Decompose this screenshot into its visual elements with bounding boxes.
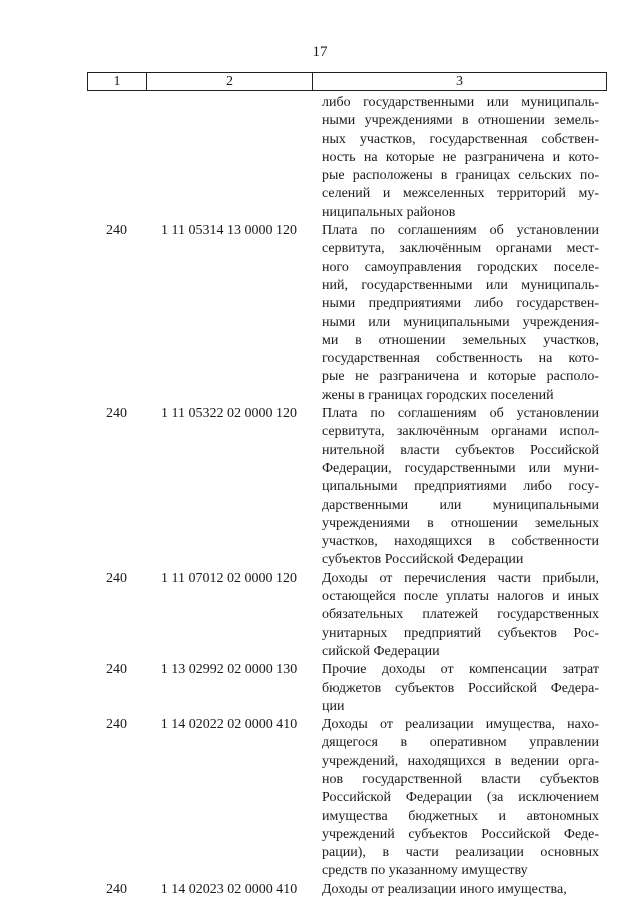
description-line: ципальными предприятиями либо госу- <box>322 479 599 495</box>
table-row <box>0 405 640 570</box>
table-row <box>0 94 640 222</box>
description-line: унитарных предприятий субъектов Рос- <box>322 625 599 641</box>
description-line: учреждений субъектов Российской Феде- <box>322 826 599 842</box>
page-number: 17 <box>312 44 328 60</box>
description-line: ний, государственными или муниципаль- <box>322 277 599 293</box>
admin-code-cell: 240 <box>106 881 127 897</box>
table-header <box>87 72 607 91</box>
revenue-code-cell: 1 11 05314 13 0000 120 <box>161 223 297 239</box>
table-row <box>0 881 640 899</box>
description-line: сервитута, заключённым органами мест- <box>322 241 599 257</box>
description-line: остающейся после уплаты налогов и иных <box>322 589 599 605</box>
table-body <box>0 94 640 899</box>
description-line: нительной власти субъектов Российской <box>322 442 599 458</box>
description-line: ции <box>322 698 345 714</box>
description-cell <box>322 405 599 570</box>
description-line: сервитута, заключённым органами испол- <box>322 424 599 440</box>
description-cell <box>322 661 599 716</box>
revenue-code-cell: 1 11 05322 02 0000 120 <box>161 406 297 422</box>
description-line: ными или муниципальными учреждения- <box>322 314 599 330</box>
description-line: дящегося в оперативном управлении <box>322 735 599 751</box>
description-line: Плата по соглашениям об установлении <box>322 406 599 422</box>
admin-code-cell: 240 <box>106 662 127 678</box>
revenue-code-cell: 1 14 02023 02 0000 410 <box>160 881 298 897</box>
header-col-1: 1 <box>88 73 147 90</box>
table-row <box>0 716 640 881</box>
description-line: либо государственными или муниципаль- <box>322 95 599 110</box>
admin-code-cell: 240 <box>106 223 127 239</box>
description-line: участков, находящихся в собственности <box>322 534 599 550</box>
description-line: Доходы от перечисления части прибыли, <box>322 570 599 586</box>
table-row <box>0 222 640 405</box>
description-line: Российской Федерации (за исключением <box>322 790 599 806</box>
description-line: Доходы от реализации иного имущества, <box>322 881 567 897</box>
revenue-code-cell: 1 13 02992 02 0000 130 <box>160 662 298 678</box>
description-line: ными предприятиями либо государствен- <box>322 296 599 312</box>
revenue-code-cell: 1 14 02022 02 0000 410 <box>160 717 298 733</box>
description-line: учреждений, находящихся в ведении орга- <box>322 753 599 769</box>
table-row <box>0 570 640 661</box>
admin-code-cell: 240 <box>106 406 127 422</box>
description-cell <box>322 716 599 881</box>
header-col-3: 3 <box>456 74 463 89</box>
description-line: обязательных платежей государственных <box>322 607 599 623</box>
description-cell <box>322 881 599 899</box>
header-col-2: 2 <box>147 73 313 90</box>
table-row <box>0 661 640 716</box>
description-line: средств по указанному имуществу <box>322 863 528 879</box>
description-line: рые не разграничена и которые располо- <box>322 369 599 385</box>
description-line: учреждениями в отношении земельных <box>322 515 599 531</box>
description-line: ность на которые не разграничена и кото- <box>322 149 599 165</box>
description-line: Плата по соглашениям об установлении <box>322 223 599 239</box>
description-line: дарственными или муниципальными <box>322 497 599 513</box>
revenue-code-cell: 1 11 07012 02 0000 120 <box>161 570 297 586</box>
description-cell <box>322 94 599 222</box>
description-line: Прочие доходы от компенсации затрат <box>322 662 599 678</box>
description-line: государственная собственность на кото- <box>322 351 599 367</box>
description-line: субъектов Российской Федерации <box>322 552 524 568</box>
description-line: Федерации, государственными или муни- <box>322 460 599 476</box>
description-line: жены в границах городских поселений <box>322 387 554 403</box>
description-line: ми в отношении земельных участков, <box>322 332 599 348</box>
admin-code-cell: 240 <box>106 717 127 733</box>
description-line: ниципальных районов <box>322 204 456 220</box>
description-cell <box>322 222 599 405</box>
description-line: нов государственной власти субъектов <box>322 771 599 787</box>
description-line: рации), в части реализации основных <box>322 845 599 861</box>
description-line: рые расположены в границах сельских по- <box>322 168 599 184</box>
description-line: ными учреждениями в отношении земель- <box>322 113 599 129</box>
description-line: бюджетов субъектов Российской Федера- <box>322 680 599 696</box>
description-line: Доходы от реализации имущества, нахо- <box>322 717 599 733</box>
description-line: имущества бюджетных и автономных <box>322 808 599 824</box>
description-line: селений и межселенных территорий му- <box>322 186 599 202</box>
description-line: ных участков, государственная собствен- <box>322 131 599 147</box>
admin-code-cell: 240 <box>106 570 127 586</box>
description-line: ного самоуправления городских поселе- <box>322 259 599 275</box>
description-cell <box>322 570 599 661</box>
description-line: сийской Федерации <box>322 643 440 659</box>
